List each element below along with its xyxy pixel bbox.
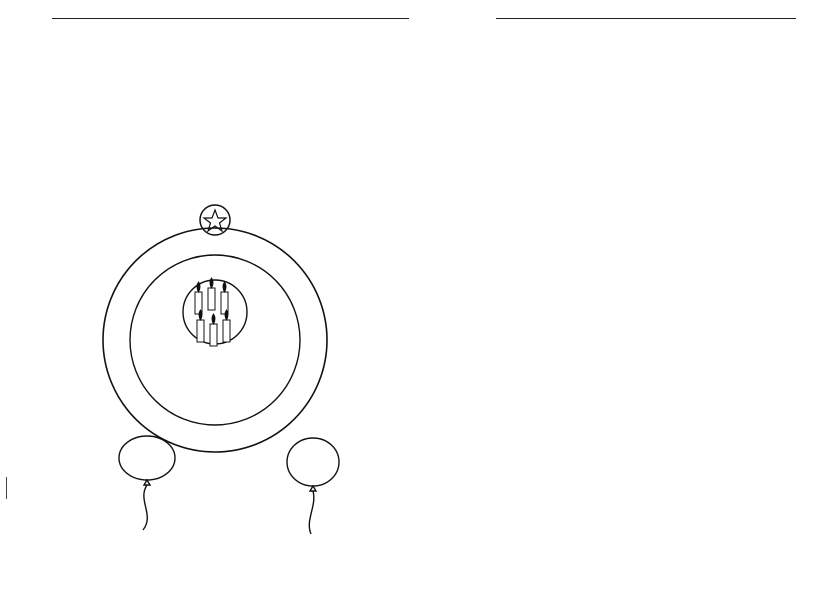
right-page [408, 0, 816, 604]
seating-diagram-figure [55, 200, 380, 600]
candle-icon [223, 320, 230, 342]
candle-icon [210, 324, 217, 346]
left-header-rule [52, 18, 409, 19]
figure-background [55, 200, 380, 600]
margin-mark [6, 477, 7, 499]
candle-icon [208, 288, 215, 310]
candle-icon [197, 320, 204, 342]
right-header-rule [496, 18, 796, 19]
